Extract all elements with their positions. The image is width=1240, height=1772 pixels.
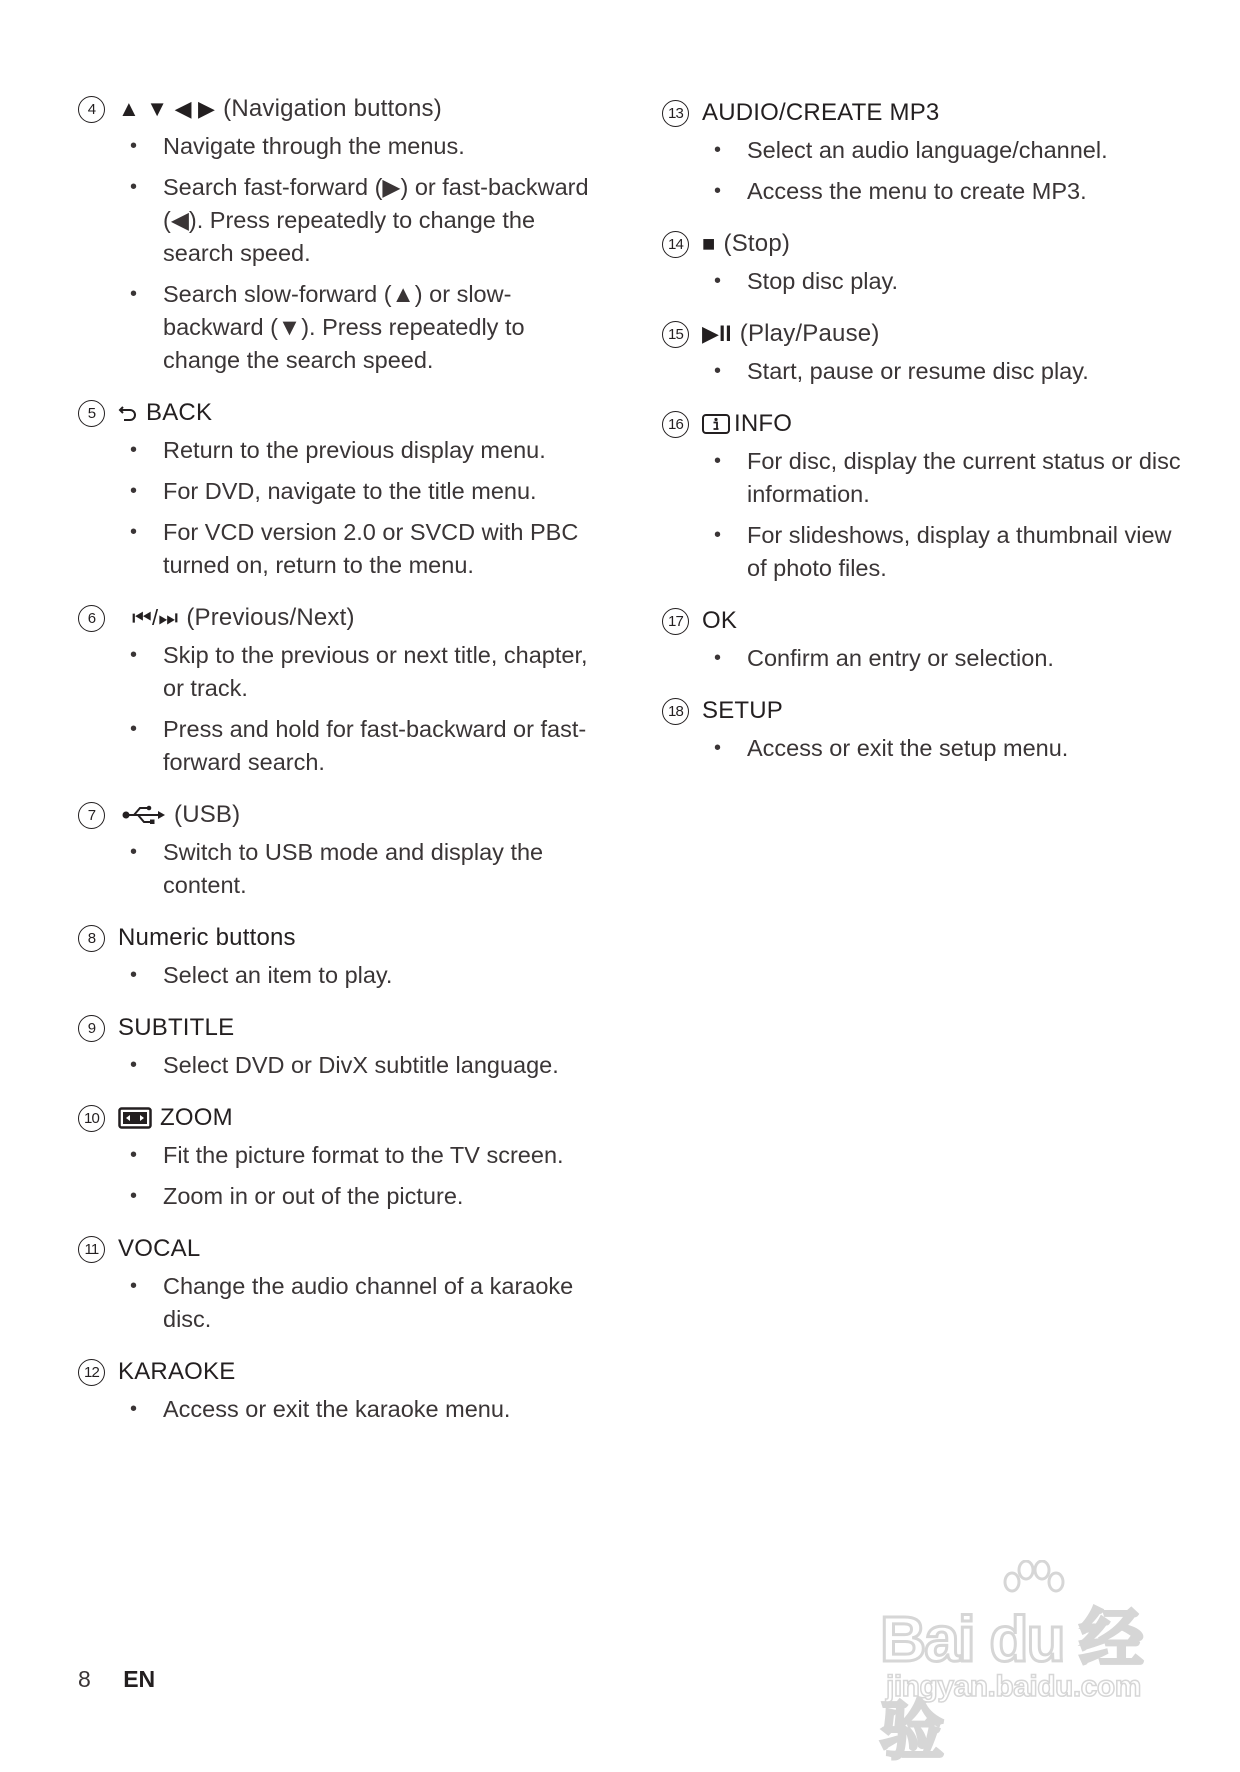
item-heading <box>78 921 598 955</box>
item-label: (Navigation buttons) <box>223 95 442 122</box>
bullet-list <box>78 836 598 902</box>
item-heading <box>78 92 598 126</box>
bullet-list <box>662 355 1182 388</box>
item-number: 4 <box>78 96 105 123</box>
bullet-list <box>78 639 598 779</box>
item-heading <box>662 227 1182 261</box>
item-back <box>78 396 598 582</box>
previous-next-icon: ⏮/⏭ <box>132 605 179 630</box>
bullet-item: • For DVD, navigate to the title menu. <box>130 475 598 508</box>
item-label: (Stop) <box>723 230 791 257</box>
item-audio-create-mp3 <box>662 96 1182 208</box>
bullet-list <box>78 1270 598 1336</box>
item-heading <box>78 798 598 832</box>
item-label: (Previous/Next) <box>186 604 355 631</box>
language-code: EN <box>123 1666 156 1692</box>
bullet-list <box>78 1049 598 1082</box>
bullet-item: • Select DVD or DivX subtitle language. <box>130 1049 598 1082</box>
bullet-list <box>78 434 598 582</box>
item-label: OK <box>702 607 738 634</box>
bullet-list <box>78 130 598 377</box>
item-label: (USB) <box>174 801 241 828</box>
item-number: 17 <box>662 608 689 635</box>
item-label: SUBTITLE <box>118 1014 235 1041</box>
item-heading <box>662 604 1182 638</box>
item-zoom <box>78 1101 598 1213</box>
item-usb <box>78 798 598 902</box>
bullet-item: • Stop disc play. <box>714 265 1182 298</box>
item-info <box>662 407 1182 585</box>
item-previous-next <box>78 601 598 779</box>
bullet-item: • Access or exit the setup menu. <box>714 732 1182 765</box>
bullet-item: • Select an audio language/channel. <box>714 134 1182 167</box>
info-icon <box>702 414 730 434</box>
item-label: BACK <box>146 399 213 426</box>
item-heading <box>78 1011 598 1045</box>
item-number: 13 <box>662 100 689 127</box>
bullet-list <box>78 1393 598 1426</box>
bullet-list <box>662 732 1182 765</box>
bullet-item: • For disc, display the current status or disc information. <box>714 445 1182 511</box>
item-heading <box>662 407 1182 441</box>
item-heading <box>78 1101 598 1135</box>
item-heading <box>662 317 1182 351</box>
item-vocal <box>78 1232 598 1336</box>
item-play-pause <box>662 317 1182 388</box>
bullet-item: • Access or exit the karaoke menu. <box>130 1393 598 1426</box>
right-column <box>662 96 1182 784</box>
bullet-item: • For VCD version 2.0 or SVCD with PBC turned on, return to the menu. <box>130 516 598 582</box>
bullet-list <box>662 265 1182 298</box>
bullet-item: • Change the audio channel of a karaoke disc. <box>130 1270 598 1336</box>
watermark-url: jingyan.baidu.com <box>886 1670 1141 1703</box>
page-number: 8 <box>78 1666 91 1692</box>
bullet-item: • Return to the previous display menu. <box>130 434 598 467</box>
item-label: VOCAL <box>118 1235 201 1262</box>
item-number: 11 <box>78 1236 105 1263</box>
play-pause-icon: ▶II <box>702 321 732 346</box>
item-label: SETUP <box>702 697 784 724</box>
bullet-item: • Select an item to play. <box>130 959 598 992</box>
item-number: 10 <box>78 1105 105 1132</box>
bullet-item: • Search fast-forward (▶) or fast-backward (◀). Press repeatedly to change the search speed. <box>130 171 598 270</box>
item-label: AUDIO/CREATE MP3 <box>702 99 940 126</box>
left-column <box>78 92 598 1445</box>
item-number: 9 <box>78 1015 105 1042</box>
zoom-icon <box>118 1107 152 1129</box>
stop-icon: ■ <box>702 231 716 256</box>
item-label: Numeric buttons <box>118 924 296 951</box>
item-numeric-buttons <box>78 921 598 992</box>
item-number: 18 <box>662 698 689 725</box>
bullet-item: • Switch to USB mode and display the content. <box>130 836 598 902</box>
item-subtitle <box>78 1011 598 1082</box>
bullet-item: • Zoom in or out of the picture. <box>130 1180 598 1213</box>
item-karaoke <box>78 1355 598 1426</box>
item-label: KARAOKE <box>118 1358 236 1385</box>
back-icon <box>118 403 138 423</box>
item-heading <box>662 694 1182 728</box>
item-heading <box>78 1232 598 1266</box>
item-heading <box>662 96 1182 130</box>
bullet-list <box>78 959 598 992</box>
watermark-brand: Bai du 经验 <box>880 1603 1142 1767</box>
bullet-item: • Search slow-forward (▲) or slow-backward (▼). Press repeatedly to change the search speed. <box>130 278 598 377</box>
bullet-list <box>662 642 1182 675</box>
item-label: INFO <box>734 410 793 437</box>
item-stop <box>662 227 1182 298</box>
bullet-item: • Access the menu to create MP3. <box>714 175 1182 208</box>
item-number: 5 <box>78 400 105 427</box>
item-navigation <box>78 92 598 377</box>
item-setup <box>662 694 1182 765</box>
item-number: 14 <box>662 231 689 258</box>
item-label: (Play/Pause) <box>739 320 880 347</box>
bullet-list <box>662 445 1182 585</box>
bullet-list <box>662 134 1182 208</box>
bullet-list <box>78 1139 598 1213</box>
bullet-item: • Fit the picture format to the TV screen. <box>130 1139 598 1172</box>
item-ok <box>662 604 1182 675</box>
bullet-item: • For slideshows, display a thumbnail view of photo files. <box>714 519 1182 585</box>
page-footer <box>78 1666 155 1693</box>
item-number: 8 <box>78 925 105 952</box>
navigation-arrows-icon: ▲ ▼ ◀ ▶ <box>118 96 216 121</box>
usb-icon <box>122 805 166 825</box>
baidu-watermark <box>880 1560 1170 1767</box>
item-number: 7 <box>78 802 105 829</box>
bullet-item: • Navigate through the menus. <box>130 130 598 163</box>
item-number: 6 <box>78 605 105 632</box>
item-label: ZOOM <box>160 1104 233 1131</box>
item-heading <box>78 601 598 635</box>
bullet-item: • Start, pause or resume disc play. <box>714 355 1182 388</box>
item-number: 16 <box>662 411 689 438</box>
bullet-item: • Skip to the previous or next title, chapter, or track. <box>130 639 598 705</box>
bullet-item: • Confirm an entry or selection. <box>714 642 1182 675</box>
item-heading <box>78 396 598 430</box>
item-number: 12 <box>78 1359 105 1386</box>
item-heading <box>78 1355 598 1389</box>
item-number: 15 <box>662 321 689 348</box>
bullet-item: • Press and hold for fast-backward or fast-forward search. <box>130 713 598 779</box>
